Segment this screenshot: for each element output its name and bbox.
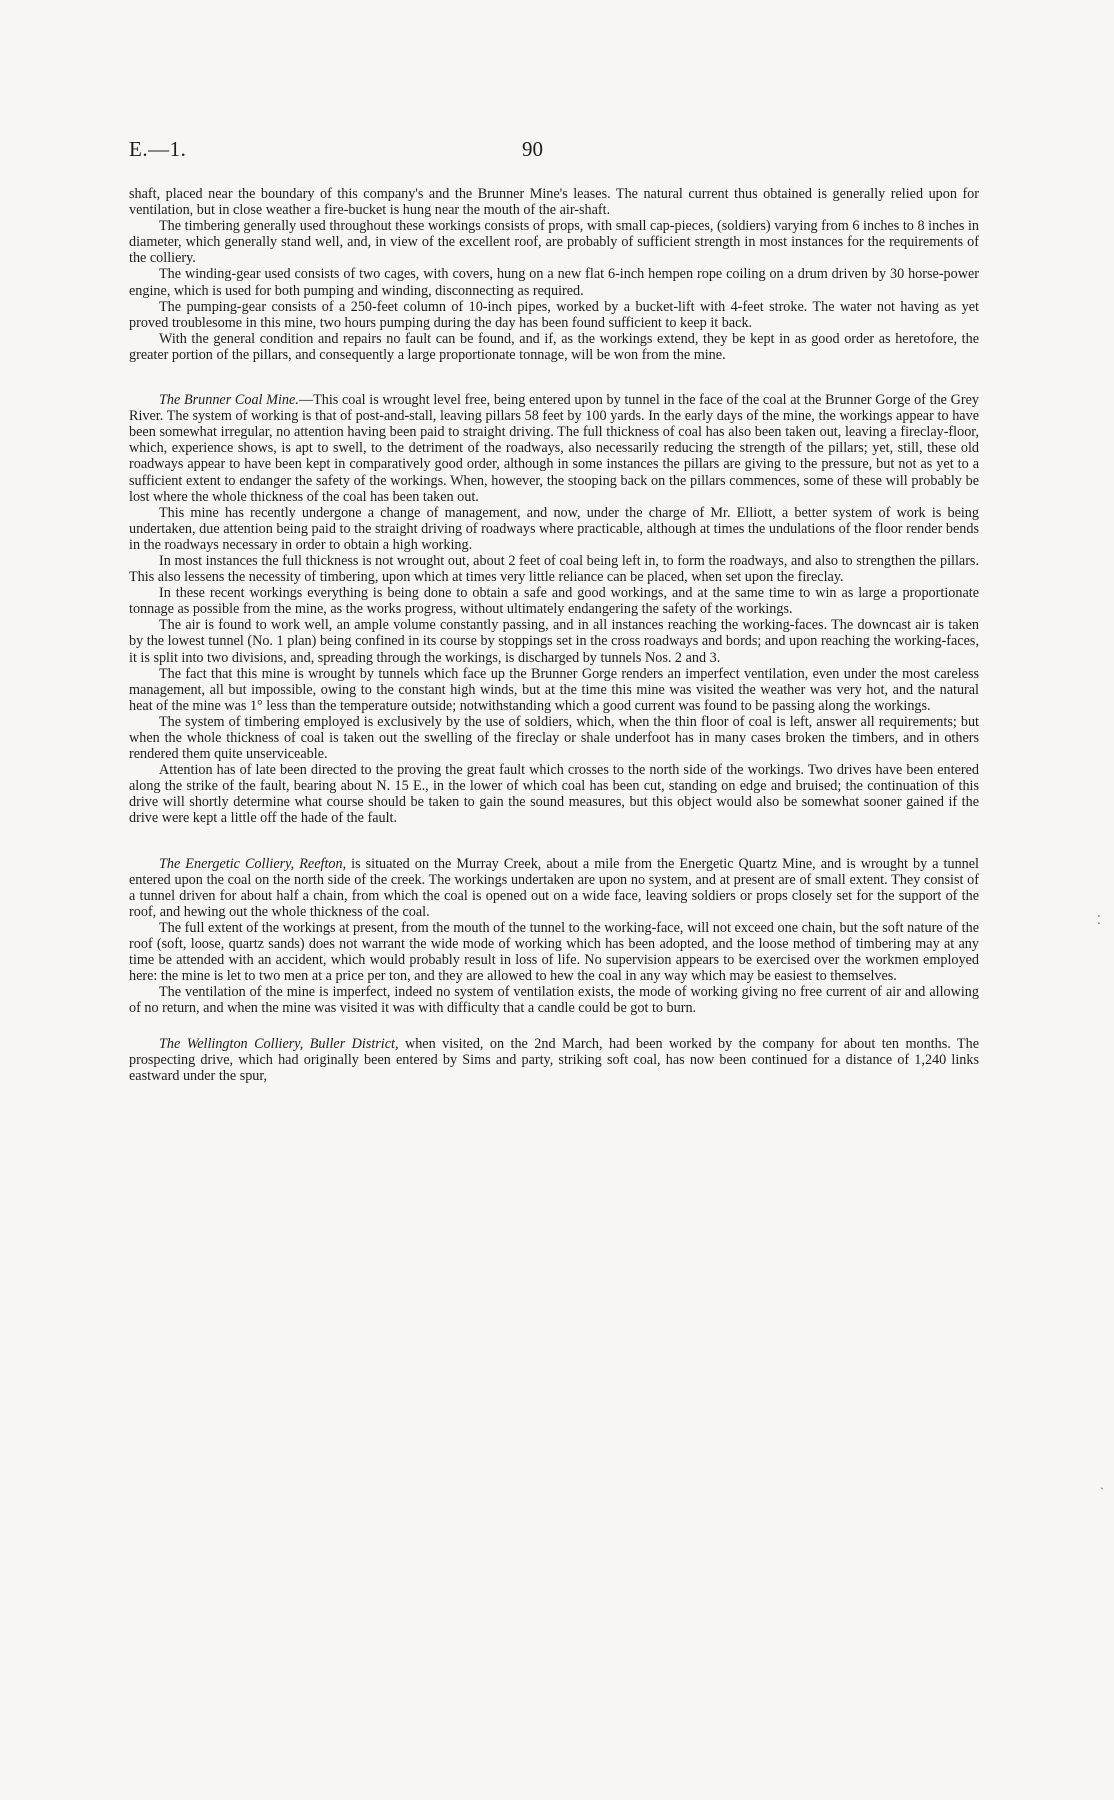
- document-code: E.—1.: [129, 137, 187, 161]
- paragraph: The timbering generally used throughout these workings consists of props, with small cap-pieces, (soldiers) varying from 6 inches to 8 inches in diameter, which generally stand well, and, in view of the excellent roof, are probably of sufficient strength in most instances for the requirements of the colliery.: [129, 218, 979, 267]
- section-wellington-colliery: The Wellington Colliery, Buller District, when visited, on the 2nd March, had been worked by the company for about ten months. The prospecting drive, which had originally been entered by Sims and party, striking soft coal, has now been continued for a distance of 1,240 links eastward under the spur,: [129, 1035, 979, 1084]
- paragraph: shaft, placed near the boundary of this company's and the Brunner Mine's leases. The natural current thus obtained is generally relied upon for ventilation, but in close weather a fire-bucket is hung near the mouth of the air-shaft.: [129, 186, 979, 219]
- paragraph: With the general condition and repairs no fault can be found, and if, as the workings extend, they be kept in as good order as heretofore, the greater portion of the pillars, and consequently a large proportionate tonnage, will be won from the mine.: [129, 330, 979, 363]
- margin-mark: ⁚: [1097, 913, 1101, 927]
- section-heading: The Brunner Coal Mine.: [159, 392, 299, 409]
- section-energetic-colliery: The Energetic Colliery, Reefton, is situated on the Murray Creek, about a mile from the Energetic Quartz Mine, and is wrought by a tunnel entered upon the coal on the north side of the creek. The workings undertaken are upon no system, and at present are of small extent. They consist of a tunnel driven for about half a chain, from which the coal is opened out on a wide face, leaving soldiers or props closely set for the support of the roof, and hewing out the whole thickness of the coal.: [129, 855, 979, 920]
- section-heading: The Energetic Colliery, Reefton,: [159, 855, 347, 872]
- section-heading: The Wellington Colliery, Buller District,: [159, 1035, 399, 1052]
- margin-mark: ˋ: [1100, 1485, 1104, 1499]
- paragraph: The air is found to work well, an ample volume constantly passing, and in all instances reaching the working-faces. The downcast air is taken by the lowest tunnel (No. 1 plan) being confined in its course by stoppings set in the cross roadways and bords; and upon reaching the working-faces, it is split into two divisions, and, spreading through the workings, is discharged by tunnels Nos. 2 and 3.: [129, 617, 979, 666]
- paragraph: The full extent of the workings at present, from the mouth of the tunnel to the working-face, will not exceed one chain, but the soft nature of the roof (soft, loose, quartz sands) does not warrant the wide mode of working which has been adopted, and the loose method of timbering may at any time be attended with an accident, which would probably result in loss of life. No supervision appears to be exercised over the workmen employed here: the mine is let to two men at a price per ton, and they are allowed to hew the coal in any way which may be easiest to themselves.: [129, 919, 979, 985]
- paragraph: This mine has recently undergone a change of management, and now, under the charge of Mr. Elliott, a better system of work is being undertaken, due attention being paid to the straight driving of roadways where practicable, although at times the undulations of the floor render bends in the roadways necessary in order to obtain a high working.: [129, 504, 979, 553]
- body-text: [129, 186, 979, 1084]
- page-header: [129, 137, 979, 167]
- paragraph: In most instances the full thickness is not wrought out, about 2 feet of coal being left in, to form the roadways, and also to strengthen the pillars. This also lessens the necessity of timbering, upon which at times very little reliance can be placed, when set upon the fireclay.: [129, 552, 979, 586]
- paragraph: In these recent workings everything is being done to obtain a safe and good workings, and at the same time to win as large a proportionate tonnage as possible from the mine, as the works progress, without ultimately endangering the safety of the workings.: [129, 585, 979, 618]
- paragraph: The winding-gear used consists of two cages, with covers, hung on a new flat 6-inch hempen rope coiling on a drum driven by 30 horse-power engine, which is used for both pumping and winding, disconnecting as required.: [129, 266, 979, 299]
- paragraph: The ventilation of the mine is imperfect, indeed no system of ventilation exists, the mode of working giving no free current of air and allowing of no return, and when the mine was visited it was with difficulty that a candle could be got to burn.: [129, 984, 979, 1017]
- paragraph: Attention has of late been directed to the proving the great fault which crosses to the north side of the workings. Two drives have been entered along the strike of the fault, bearing about N. 15 E., in the lower of which coal has been cut, standing on edge and bruised; the continuation of this drive will shortly determine what course should be taken to gain the sound measures, but this object would also be somewhat sooner gained if the drive were kept a little off the hade of the fault.: [129, 762, 979, 827]
- page-number: 90: [522, 137, 543, 161]
- section-brunner-coal-mine: The Brunner Coal Mine.—This coal is wrought level free, being entered upon by tunnel in the face of the coal at the Brunner Gorge of the Grey River. The system of working is that of post-and-stall, leaving pillars 58 feet by 100 yards. In the early days of the mine, the workings appear to have been somewhat irregular, no attention having been paid to straight driving. The full thickness of coal has also been taken out, leaving a fireclay-floor, which, experience shows, is apt to swell, to the detriment of the roadways, also necessarily reducing the strength of the pillars; yet, still, these old roadways appear to have been kept in comparatively good order, although in some instances the pillars are giving to the pressure, but not as yet to a sufficient extent to endanger the safety of the workings. When, however, the stooping back on the pillars commences, some of these will probably be lost where the whole thickness of the coal has been taken out.: [129, 392, 980, 505]
- paragraph: The fact that this mine is wrought by tunnels which face up the Brunner Gorge renders an imperfect ventilation, even under the most careless management, all but impossible, owing to the constant high winds, but at the time this mine was visited the weather was very hot, and the natural heat of the mine was 1° less than the temperature outside; notwithstanding which a good current was found to be passing along the workings.: [129, 665, 979, 714]
- paragraph: The pumping-gear consists of a 250-feet column of 10-inch pipes, worked by a bucket-lift with 4-feet stroke. The water not having as yet proved troublesome in this mine, two hours pumping during the day has been found sufficient to keep it back.: [129, 298, 979, 331]
- paragraph: The system of timbering employed is exclusively by the use of soldiers, which, when the thin floor of coal is left, answer all requirements; but when the whole thickness of coal is taken out the swelling of the fireclay or shale underfoot has in many cases broken the timbers, and in others rendered them quite unserviceable.: [129, 713, 979, 763]
